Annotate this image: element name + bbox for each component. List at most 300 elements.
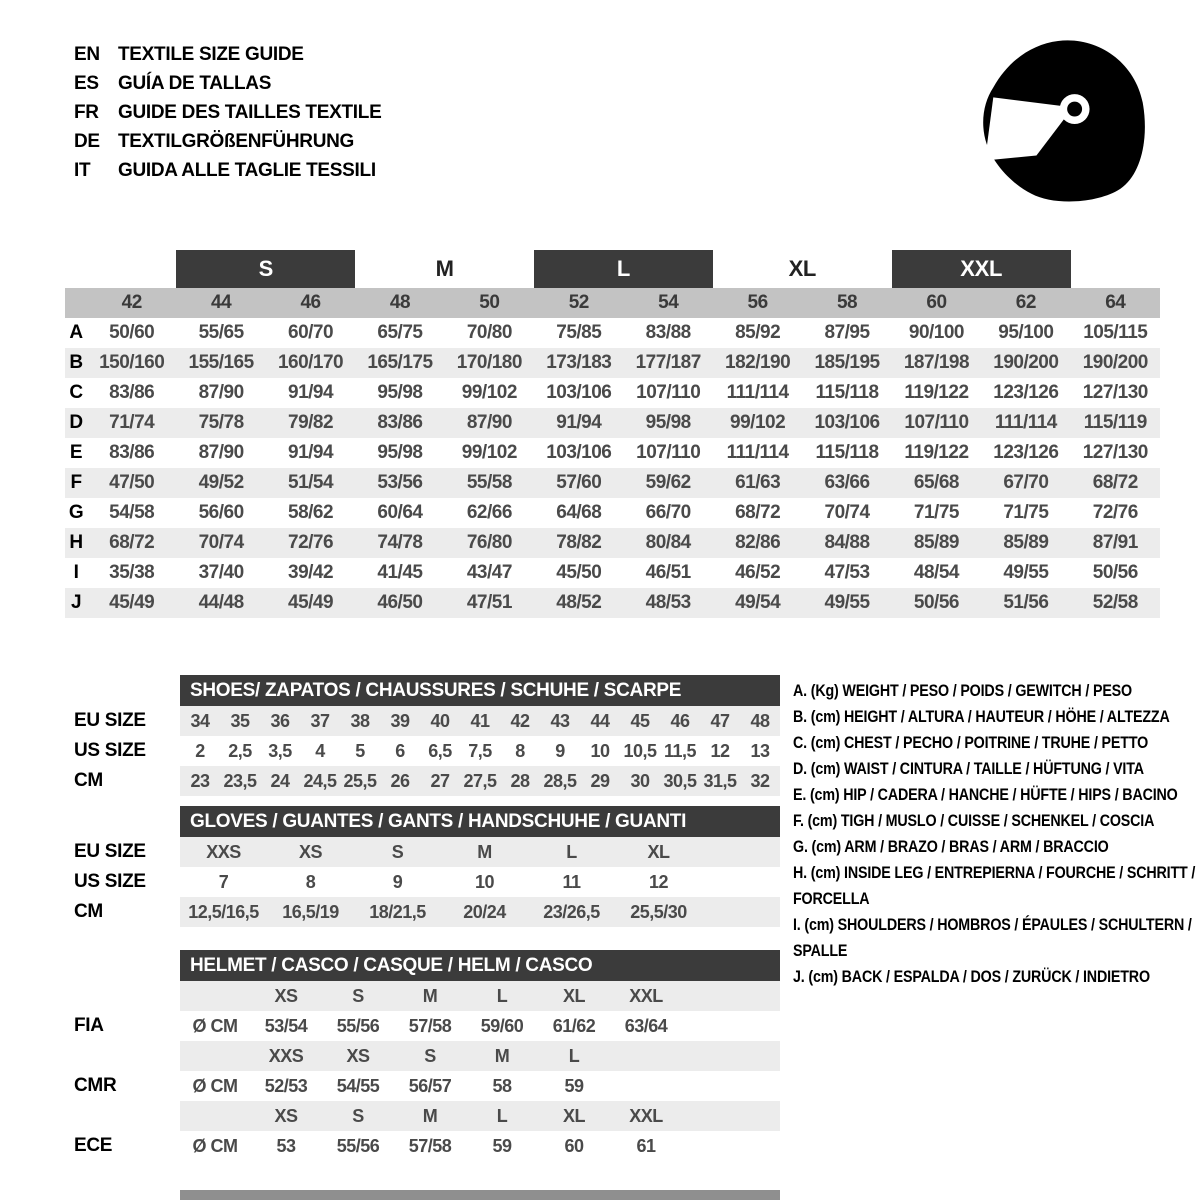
measure-cell: 51/54: [288, 472, 334, 493]
diameter-cell: Ø CM: [192, 1075, 238, 1096]
helmet-value-cell: 52/53: [264, 1075, 308, 1096]
measure-cell: 68/72: [109, 532, 155, 553]
shoes-row: [0, 736, 790, 766]
shoes-section: [0, 675, 790, 796]
measure-row-b: [65, 348, 1160, 378]
shoes-cell: 37: [310, 710, 330, 731]
measure-cell: 87/91: [1092, 532, 1138, 553]
helmet-title-row: [0, 950, 790, 981]
size-number-cell: 64: [1105, 292, 1126, 313]
measure-cell: 155/165: [188, 352, 254, 373]
language-code: FR: [74, 101, 99, 123]
shoes-cell: 28,5: [543, 770, 577, 791]
measure-cell: 90/100: [908, 322, 964, 343]
measure-cell: 49/55: [824, 592, 870, 613]
size-number-cell: 48: [389, 292, 411, 313]
measure-row-a: [65, 318, 1160, 348]
helmet-value-cell: 59: [564, 1075, 584, 1096]
measure-cell: 111/114: [726, 382, 789, 403]
measure-cell: 75/85: [556, 322, 602, 343]
diameter-cell: Ø CM: [192, 1135, 238, 1156]
shoes-cell: 44: [590, 710, 610, 731]
row-letter: D: [69, 412, 83, 433]
row-letter: B: [69, 352, 83, 373]
size-number-cell: 60: [926, 292, 947, 313]
shoes-cell: 27,5: [463, 770, 497, 791]
shoes-cell: 24: [270, 770, 290, 791]
gloves-cell: M: [477, 841, 492, 862]
measure-cell: 187/198: [903, 352, 970, 373]
measure-cell: 160/170: [277, 352, 344, 373]
language-code: EN: [74, 43, 100, 65]
measure-cell: 71/74: [109, 412, 155, 433]
gloves-row: [0, 867, 790, 897]
measure-cell: 91/94: [288, 442, 334, 463]
measure-cell: 123/126: [993, 442, 1059, 463]
helmet-sizes-band: [180, 1101, 780, 1131]
shoes-cell: 42: [510, 710, 530, 731]
helmet-values-band: [180, 1131, 780, 1161]
size-group-s: S: [176, 250, 355, 288]
measure-cell: 60/70: [288, 322, 334, 343]
shoes-section-title: SHOES/ ZAPATOS / CHAUSSURES / SCHUHE / SCARPE: [180, 675, 780, 706]
measure-cell: 177/187: [635, 352, 701, 373]
helmet-values-row: [0, 1131, 790, 1161]
measure-cell: 47/51: [466, 592, 512, 613]
row-letter: C: [69, 382, 83, 403]
size-number-cell: 56: [747, 292, 768, 313]
main-size-rows: [65, 318, 1160, 618]
measure-row-d: [65, 408, 1160, 438]
measure-cell: 48/54: [913, 562, 959, 583]
gloves-cell: 16,5/19: [282, 901, 339, 922]
size-group-m: M: [435, 256, 454, 281]
measure-cell: 63/66: [824, 472, 870, 493]
measure-cell: 49/54: [735, 592, 781, 613]
gloves-row: [0, 897, 790, 927]
language-list: [74, 40, 381, 185]
measure-cell: 68/72: [1092, 472, 1138, 493]
helmet-values-band: [180, 1071, 780, 1101]
gloves-band: [180, 837, 780, 867]
shoes-cell: 29: [590, 770, 610, 791]
size-number-cell: 46: [300, 292, 321, 313]
legend-item: G. (cm) ARM / BRAZO / BRAS / ARM / BRACCIO: [793, 837, 1109, 856]
size-number-cell: 42: [121, 292, 142, 313]
measure-cell: 72/76: [288, 532, 334, 553]
gloves-band: [180, 897, 780, 927]
measure-cell: 48/52: [556, 592, 602, 613]
measure-cell: 115/118: [815, 442, 879, 463]
shoes-cell: 43: [550, 710, 570, 731]
measure-cell: 71/75: [913, 502, 959, 523]
measure-cell: 83/86: [109, 382, 155, 403]
helmet-standard-label: CMR: [74, 1075, 117, 1096]
helmet-sizes-band: [180, 1041, 780, 1071]
helmet-value-cell: 55/56: [336, 1015, 380, 1036]
measure-cell: 185/195: [814, 352, 880, 373]
language-label: GUIDE DES TAILLES TEXTILE: [118, 101, 382, 123]
helmet-sizes-band: [180, 981, 780, 1011]
shoes-cell: 6,5: [428, 740, 452, 761]
helmet-value-cell: 56/57: [408, 1075, 452, 1096]
measure-cell: 44/48: [198, 592, 244, 613]
shoes-title-row: [0, 675, 790, 706]
language-label: GUIDA ALLE TAGLIE TESSILI: [118, 159, 376, 181]
helmet-standard-label: ECE: [74, 1135, 113, 1156]
measure-cell: 111/114: [994, 412, 1057, 433]
helmet-standard-label: FIA: [74, 1015, 104, 1036]
spacer-cell: [180, 1041, 250, 1071]
shoes-band: [180, 706, 780, 736]
language-code: ES: [74, 72, 99, 94]
spacer: [0, 1101, 180, 1131]
shoes-cell: 45: [630, 710, 650, 731]
measure-cell: 80/84: [645, 532, 691, 553]
legend-item: H. (cm) INSIDE LEG / ENTREPIERNA / FOURCHE / SCHRITT / FORCELLA: [793, 863, 1196, 908]
helmet-size-cell: XXL: [629, 1105, 663, 1126]
legend-item: C. (cm) CHEST / PECHO / POITRINE / TRUHE / PETTO: [793, 733, 1149, 752]
size-number-cell: 44: [211, 292, 232, 313]
helmet-value-cell: 55/56: [336, 1135, 380, 1156]
shoes-cell: 9: [555, 740, 565, 761]
spacer: [0, 950, 180, 981]
language-row: [74, 40, 381, 69]
racing-helmet-icon: [980, 36, 1146, 202]
helmet-sizes-row: [0, 1101, 790, 1131]
shoes-cell: 7,5: [468, 740, 492, 761]
measure-cell: 103/106: [546, 442, 612, 463]
measure-cell: 150/160: [99, 352, 165, 373]
shoes-cell: 39: [390, 710, 410, 731]
shoes-row-label: CM: [74, 770, 103, 791]
size-group-xl: XL: [788, 256, 817, 281]
gloves-title-row: [0, 806, 790, 837]
shoes-cell: 13: [750, 740, 770, 761]
measure-cell: 50/56: [913, 592, 959, 613]
measure-cell: 95/98: [645, 412, 691, 433]
main-size-groups: [65, 250, 1160, 288]
helmet-size-cell: XXL: [629, 985, 663, 1006]
row-letter: G: [68, 502, 84, 523]
measure-cell: 59/62: [645, 472, 691, 493]
measure-cell: 71/75: [1003, 502, 1049, 523]
gloves-row-label: EU SIZE: [74, 841, 146, 862]
measure-cell: 165/175: [367, 352, 433, 373]
shoes-cell: 6: [395, 740, 405, 761]
row-letter: J: [70, 592, 82, 613]
measure-cell: 46/52: [735, 562, 781, 583]
spacer-cell: [180, 1101, 250, 1131]
size-number-cell: 58: [836, 292, 858, 313]
measure-cell: 85/92: [735, 322, 781, 343]
measure-cell: 41/45: [377, 562, 423, 583]
language-code: IT: [74, 159, 91, 181]
measure-cell: 170/180: [456, 352, 522, 373]
measure-cell: 50/60: [109, 322, 155, 343]
measure-row-i: [65, 558, 1160, 588]
shoes-cell: 30,5: [663, 770, 697, 791]
gloves-cell: 11: [562, 871, 581, 892]
measure-cell: 87/90: [466, 412, 512, 433]
helmet-value-cell: 59/60: [480, 1015, 524, 1036]
gloves-section: [0, 806, 790, 927]
legend-item: J. (cm) BACK / ESPALDA / DOS / ZURÜCK / INDIETRO: [793, 967, 1150, 986]
helmet-values-band: [180, 1011, 780, 1041]
measure-cell: 70/80: [466, 322, 512, 343]
measure-cell: 103/106: [814, 412, 880, 433]
gloves-cell: 12,5/16,5: [188, 901, 259, 922]
helmet-value-cell: 61/62: [552, 1015, 596, 1036]
legend-item: A. (Kg) WEIGHT / PESO / POIDS / GEWITCH / PESO: [793, 681, 1132, 700]
gloves-row-label: CM: [74, 901, 103, 922]
shoes-cell: 35: [230, 710, 250, 731]
language-label: TEXTILE SIZE GUIDE: [118, 43, 304, 65]
helmet-sizes-row: [0, 981, 790, 1011]
helmet-value-cell: 57/58: [408, 1015, 452, 1036]
measure-cell: 83/86: [377, 412, 423, 433]
legend-item: F. (cm) TIGH / MUSLO / CUISSE / SCHENKEL / COSCIA: [793, 811, 1155, 830]
measure-cell: 83/86: [109, 442, 155, 463]
helmet-value-cell: 54/55: [336, 1075, 380, 1096]
measure-cell: 95/98: [377, 382, 423, 403]
measure-cell: 53/56: [377, 472, 423, 493]
measure-cell: 49/55: [1003, 562, 1049, 583]
measure-cell: 46/51: [645, 562, 691, 583]
gloves-cell: 18/21,5: [369, 901, 426, 922]
helmet-size-cell: L: [496, 1105, 508, 1126]
spacer: [0, 1041, 180, 1071]
main-size-numbers: [65, 288, 1160, 318]
language-code: DE: [74, 130, 100, 152]
gloves-cell: 10: [474, 871, 495, 892]
shoes-cell: 25,5: [343, 770, 377, 791]
measure-cell: 190/200: [993, 352, 1059, 373]
spacer-cell: [180, 981, 250, 1011]
shoes-cell: 8: [515, 740, 525, 761]
measure-cell: 46/50: [377, 592, 423, 613]
measure-row-g: [65, 498, 1160, 528]
cropped-section-bar: [180, 1190, 780, 1200]
measure-row-e: [65, 438, 1160, 468]
gloves-cell: S: [391, 841, 404, 862]
shoes-band: [180, 766, 780, 796]
measure-cell: 119/122: [904, 442, 969, 463]
spacer: [0, 806, 180, 837]
helmet-sizes-row: [0, 1041, 790, 1071]
measure-cell: 84/88: [824, 532, 870, 553]
shoes-cell: 26: [390, 770, 410, 791]
measure-cell: 55/58: [466, 472, 512, 493]
measure-cell: 61/63: [735, 472, 781, 493]
measure-cell: 91/94: [556, 412, 602, 433]
measure-cell: 66/70: [645, 502, 691, 523]
row-letter: H: [69, 532, 83, 553]
measure-cell: 95/100: [998, 322, 1054, 343]
shoes-cell: 47: [710, 710, 730, 731]
shoes-cell: 11,5: [663, 740, 697, 761]
shoes-cell: 12: [710, 740, 730, 761]
helmet-section: [0, 950, 790, 1161]
helmet-value-cell: 57/58: [408, 1135, 452, 1156]
measure-cell: 115/119: [1083, 412, 1147, 433]
measure-cell: 105/115: [1083, 322, 1148, 343]
shoes-cell: 10,5: [623, 740, 657, 761]
shoes-cell: 28: [510, 770, 530, 791]
measure-row-j: [65, 588, 1160, 618]
helmet-size-cell: XL: [562, 1105, 585, 1126]
measure-cell: 65/68: [913, 472, 959, 493]
size-group-xxl: XXL: [892, 250, 1071, 288]
measure-cell: 99/102: [730, 412, 786, 433]
shoes-cell: 24,5: [303, 770, 337, 791]
measure-cell: 37/40: [198, 562, 244, 583]
shoes-cell: 40: [430, 710, 450, 731]
helmet-rows: [0, 981, 790, 1161]
helmet-size-cell: XS: [274, 1105, 298, 1126]
shoes-cell: 27: [430, 770, 450, 791]
spacer: [0, 675, 180, 706]
gloves-cell: 25,5/30: [630, 901, 687, 922]
helmet-size-cell: M: [422, 985, 438, 1006]
gloves-cell: 12: [648, 871, 669, 892]
helmet-size-cell: S: [424, 1045, 436, 1066]
measure-cell: 127/130: [1082, 442, 1148, 463]
gloves-section-title: GLOVES / GUANTES / GANTS / HANDSCHUHE / GUANTI: [180, 806, 780, 837]
shoes-cell: 23: [190, 770, 210, 791]
measure-row-f: [65, 468, 1160, 498]
measure-cell: 51/56: [1003, 592, 1049, 613]
measure-cell: 75/78: [198, 412, 244, 433]
measure-cell: 87/90: [198, 442, 244, 463]
measure-cell: 99/102: [461, 442, 517, 463]
measure-cell: 107/110: [904, 412, 969, 433]
measure-cell: 182/190: [725, 352, 791, 373]
measure-cell: 56/60: [198, 502, 244, 523]
helmet-values-row: [0, 1071, 790, 1101]
shoes-rows: [0, 706, 790, 796]
spacer: [0, 981, 180, 1011]
helmet-value-cell: 59: [492, 1135, 512, 1156]
language-row: [74, 127, 381, 156]
measure-cell: 79/82: [288, 412, 334, 433]
shoes-row: [0, 706, 790, 736]
gloves-cell: L: [566, 841, 577, 862]
shoes-band: [180, 736, 780, 766]
measure-cell: 45/50: [556, 562, 602, 583]
row-letter: F: [70, 472, 82, 493]
measure-row-h: [65, 528, 1160, 558]
measure-cell: 55/65: [198, 322, 244, 343]
size-group-l: L: [534, 250, 713, 288]
gloves-band: [180, 867, 780, 897]
measure-cell: 64/68: [556, 502, 602, 523]
measure-cell: 50/56: [1092, 562, 1138, 583]
measure-cell: 107/110: [636, 382, 701, 403]
gloves-cell: 9: [392, 871, 403, 892]
gloves-cell: XS: [298, 841, 322, 862]
measure-cell: 49/52: [198, 472, 244, 493]
measure-cell: 107/110: [636, 442, 701, 463]
legend-item: I. (cm) SHOULDERS / HOMBROS / ÉPAULES / SCHULTERN / SPALLE: [793, 915, 1192, 960]
legend-item: B. (cm) HEIGHT / ALTURA / HAUTEUR / HÖHE / ALTEZZA: [793, 707, 1170, 726]
measure-cell: 43/47: [466, 562, 512, 583]
main-size-table: [65, 250, 1160, 618]
size-number-cell: 50: [479, 292, 500, 313]
helmet-size-cell: S: [352, 1105, 364, 1126]
measure-cell: 70/74: [198, 532, 244, 553]
measure-cell: 48/53: [645, 592, 691, 613]
helmet-value-cell: 58: [492, 1075, 512, 1096]
helmet-size-cell: XL: [562, 985, 585, 1006]
spacer-cell: [65, 288, 87, 318]
measure-cell: 54/58: [109, 502, 155, 523]
shoes-cell: 3,5: [268, 740, 292, 761]
gloves-row: [0, 837, 790, 867]
gloves-cell: 7: [218, 871, 229, 892]
helmet-value-cell: 60: [564, 1135, 584, 1156]
shoes-row: [0, 766, 790, 796]
gloves-cell: XL: [647, 841, 670, 862]
measure-cell: 70/74: [824, 502, 870, 523]
measurement-legend: [793, 678, 1196, 990]
shoes-cell: 10: [590, 740, 610, 761]
shoes-cell: 2,5: [228, 740, 252, 761]
measure-cell: 45/49: [288, 592, 334, 613]
measure-cell: 91/94: [288, 382, 334, 403]
language-row: [74, 98, 381, 127]
language-label: GUÍA DE TALLAS: [118, 72, 272, 94]
measure-cell: 99/102: [461, 382, 517, 403]
language-label: TEXTILGRÖßENFÜHRUNG: [118, 130, 355, 152]
language-row: [74, 156, 381, 185]
helmet-values-row: [0, 1011, 790, 1041]
shoes-cell: 41: [470, 710, 490, 731]
measure-row-c: [65, 378, 1160, 408]
helmet-size-cell: XS: [346, 1045, 370, 1066]
size-number-cell: 54: [658, 292, 679, 313]
gloves-cell: 8: [305, 871, 316, 892]
shoes-cell: 23,5: [223, 770, 257, 791]
measure-cell: 74/78: [377, 532, 423, 553]
row-letter: A: [69, 322, 83, 343]
size-number-cell: 62: [1015, 292, 1036, 313]
measure-cell: 127/130: [1082, 382, 1148, 403]
helmet-size-cell: XS: [274, 985, 298, 1006]
legend-item: D. (cm) WAIST / CINTURA / TAILLE / HÜFTUNG / VITA: [793, 759, 1144, 778]
shoes-cell: 31,5: [703, 770, 737, 791]
helmet-value-cell: 63/64: [624, 1015, 668, 1036]
measure-cell: 173/183: [546, 352, 612, 373]
measure-cell: 58/62: [288, 502, 334, 523]
helmet-value-cell: 53/54: [264, 1015, 308, 1036]
gloves-row-label: US SIZE: [74, 871, 146, 892]
helmet-section-title: HELMET / CASCO / CASQUE / HELM / CASCO: [180, 950, 780, 981]
measure-cell: 68/72: [735, 502, 781, 523]
row-letter: E: [69, 442, 83, 463]
gloves-rows: [0, 837, 790, 927]
measure-cell: 67/70: [1003, 472, 1049, 493]
measure-cell: 87/90: [198, 382, 244, 403]
measure-cell: 78/82: [556, 532, 602, 553]
measure-cell: 95/98: [377, 442, 423, 463]
shoes-cell: 34: [190, 710, 210, 731]
measure-cell: 103/106: [546, 382, 612, 403]
measure-cell: 65/75: [377, 322, 423, 343]
helmet-value-cell: 61: [636, 1135, 656, 1156]
measure-cell: 123/126: [993, 382, 1059, 403]
measure-cell: 85/89: [1003, 532, 1049, 553]
